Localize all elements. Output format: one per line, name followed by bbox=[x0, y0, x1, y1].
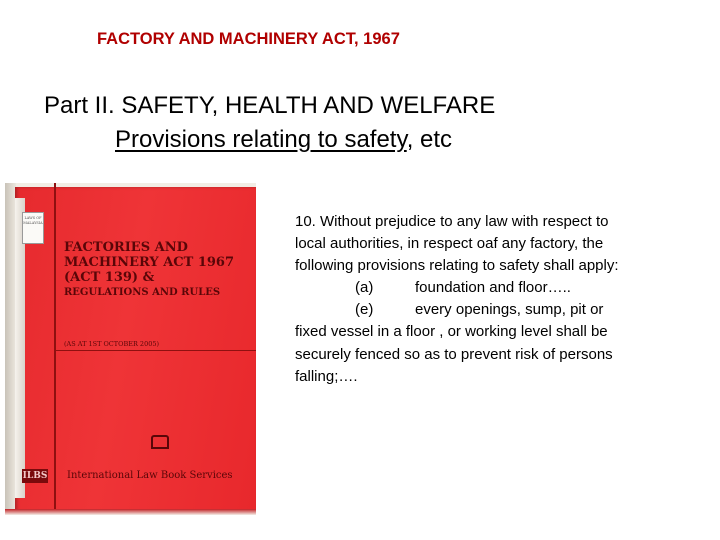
header-title: FACTORY AND MACHINERY ACT, 1967 bbox=[97, 30, 400, 48]
ilbs-logo: ILBS bbox=[22, 471, 48, 481]
emblem-icon bbox=[151, 435, 169, 449]
book-title-line-2: MACHINERY ACT 1967 bbox=[64, 255, 235, 270]
book-label: LAWS OF MALAYSIA bbox=[22, 212, 44, 244]
continuation-line-2: securely fenced so as to prevent risk of persons bbox=[295, 345, 613, 363]
cover-rule-vertical bbox=[54, 183, 56, 513]
part-title: Part II. SAFETY, HEALTH AND WELFARE bbox=[44, 92, 496, 119]
item-a bbox=[295, 277, 695, 299]
section-10-text bbox=[295, 211, 695, 388]
continuation-line-1: fixed vessel in a floor , or working level shall be bbox=[295, 323, 608, 341]
item-e bbox=[295, 299, 695, 321]
book-as-at: (AS AT 1ST OCTOBER 2005) bbox=[64, 340, 160, 348]
book-cover-photo bbox=[5, 183, 256, 515]
item-e-label: (e) bbox=[355, 301, 374, 319]
book-title-line-1: FACTORIES AND bbox=[64, 240, 188, 255]
item-e-text: every openings, sump, pit or bbox=[415, 301, 604, 319]
book-title-line-4: REGULATIONS AND RULES bbox=[64, 287, 221, 298]
item-a-label: (a) bbox=[355, 279, 374, 297]
item-a-text: foundation and floor….. bbox=[415, 279, 571, 297]
subtitle bbox=[115, 126, 452, 154]
intro-line-2: local authorities, in respect oaf any factory, the bbox=[295, 235, 604, 253]
continuation-line-3: falling;…. bbox=[295, 367, 358, 385]
subtitle-rest: , etc bbox=[406, 126, 453, 153]
book-publisher: International Law Book Services bbox=[67, 470, 233, 481]
cover-rule-horizontal bbox=[54, 350, 256, 351]
book-bottom-edge bbox=[5, 509, 256, 515]
book-title-line-3: (ACT 139) & bbox=[64, 270, 155, 285]
intro-line-1: 10. Without prejudice to any law with respect to bbox=[295, 213, 609, 230]
book-title bbox=[64, 240, 249, 300]
intro-line-3: following provisions relating to safety shall apply: bbox=[295, 257, 619, 275]
subtitle-underlined: Provisions relating to safety bbox=[115, 126, 407, 153]
